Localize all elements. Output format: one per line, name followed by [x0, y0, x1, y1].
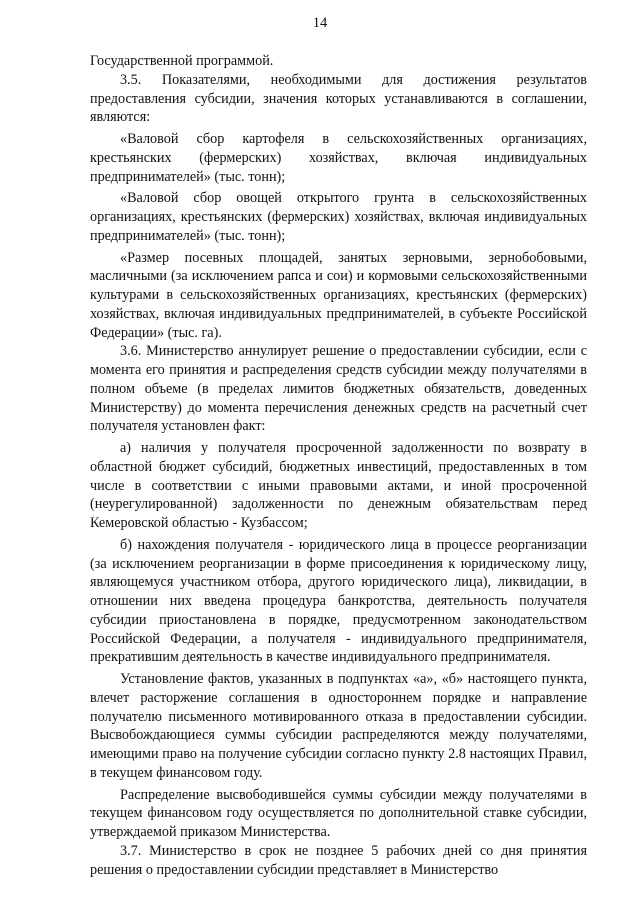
paragraph-3-7: 3.7. Министерство в срок не позднее 5 рабочих дней со дня принятия решения о предоставлении субсидии представляет в Министерство	[90, 842, 587, 878]
indicator-potato-harvest: «Валовой сбор картофеля в сельскохозяйственных организациях, крестьянских (фермерских) хозяйствах, включая индивидуальных предпринимателей» (тыс. тонн);	[90, 131, 587, 185]
paragraph-3-5: 3.5. Показателями, необходимыми для достижения результатов предоставления субсидии, значения которых устанавливаются в соглашении, являются:	[90, 71, 587, 126]
paragraph-3-6: 3.6. Министерство аннулирует решение о предоставлении субсидии, если с момента его принятия и распределения средств субсидии между получателями в полном объеме (в пределах лимитов бюджетных обязательств, доведенных Министерству) до момента перечисления денежных средств на расчетный счет получателя установлен факт:	[90, 343, 587, 435]
subclause-b: б) нахождения получателя - юридического лица в процессе реорганизации (за исключением реорганизации в форме присоединения к юридическому лицу, являющемуся участником отбора, другого юридического лица), ликвидации, в отношении них введена процедура банкротства, деятельность получателя субсидии приостановлена в порядке, предусмотренном законодательством Российской Федерации, а получателя - индивидуального предпринимателя, прекратившим деятельность в качестве индивидуального предпринимателя.	[90, 536, 587, 666]
page-number: 14	[312, 15, 328, 31]
paragraph-facts-consequence: Установление фактов, указанных в подпунктах «а», «б» настоящего пункта, влечет расторжение соглашения в одностороннем порядке и направление получателю письменного мотивированного отказа в предоставлении субсидии. Высвобождающиеся суммы субсидии распределяются между получателями, имеющими право на получение субсидии согласно пункту 2.8 настоящих Правил, в текущем финансовом году.	[90, 671, 587, 781]
subclause-a: а) наличия у получателя просроченной задолженности по возврату в областной бюджет субсидий, бюджетных инвестиций, предоставленных в том числе в соответствии с иными правовыми актами, и иной просроченной (неурегулированной) задолженности по денежным обязательствам перед Кемеровской областью - Кузбассом;	[90, 440, 587, 531]
document-body	[90, 52, 587, 879]
indicator-sown-area: «Размер посевных площадей, занятых зерновыми, зернобобовыми, масличными (за исключением рапса и сои) и кормовыми сельскохозяйственными культурами в сельскохозяйственных организациях, крестьянских (фермерских) хозяйствах, включая индивидуальных предпринимателей, в субъекте Российской Федерации» (тыс. га).	[90, 249, 587, 341]
paragraph-continuation: Государственной программой.	[90, 53, 274, 69]
paragraph-redistribution: Распределение высвободившейся суммы субсидии между получателями в текущем финансовом году осуществляется по дополнительной ставке субсидии, утверждаемой приказом Министерства.	[90, 786, 587, 840]
indicator-vegetable-harvest: «Валовой сбор овощей открытого грунта в сельскохозяйственных организациях, крестьянских (фермерских) хозяйствах, включая индивидуальных предпринимателей» (тыс. тонн);	[90, 190, 587, 244]
